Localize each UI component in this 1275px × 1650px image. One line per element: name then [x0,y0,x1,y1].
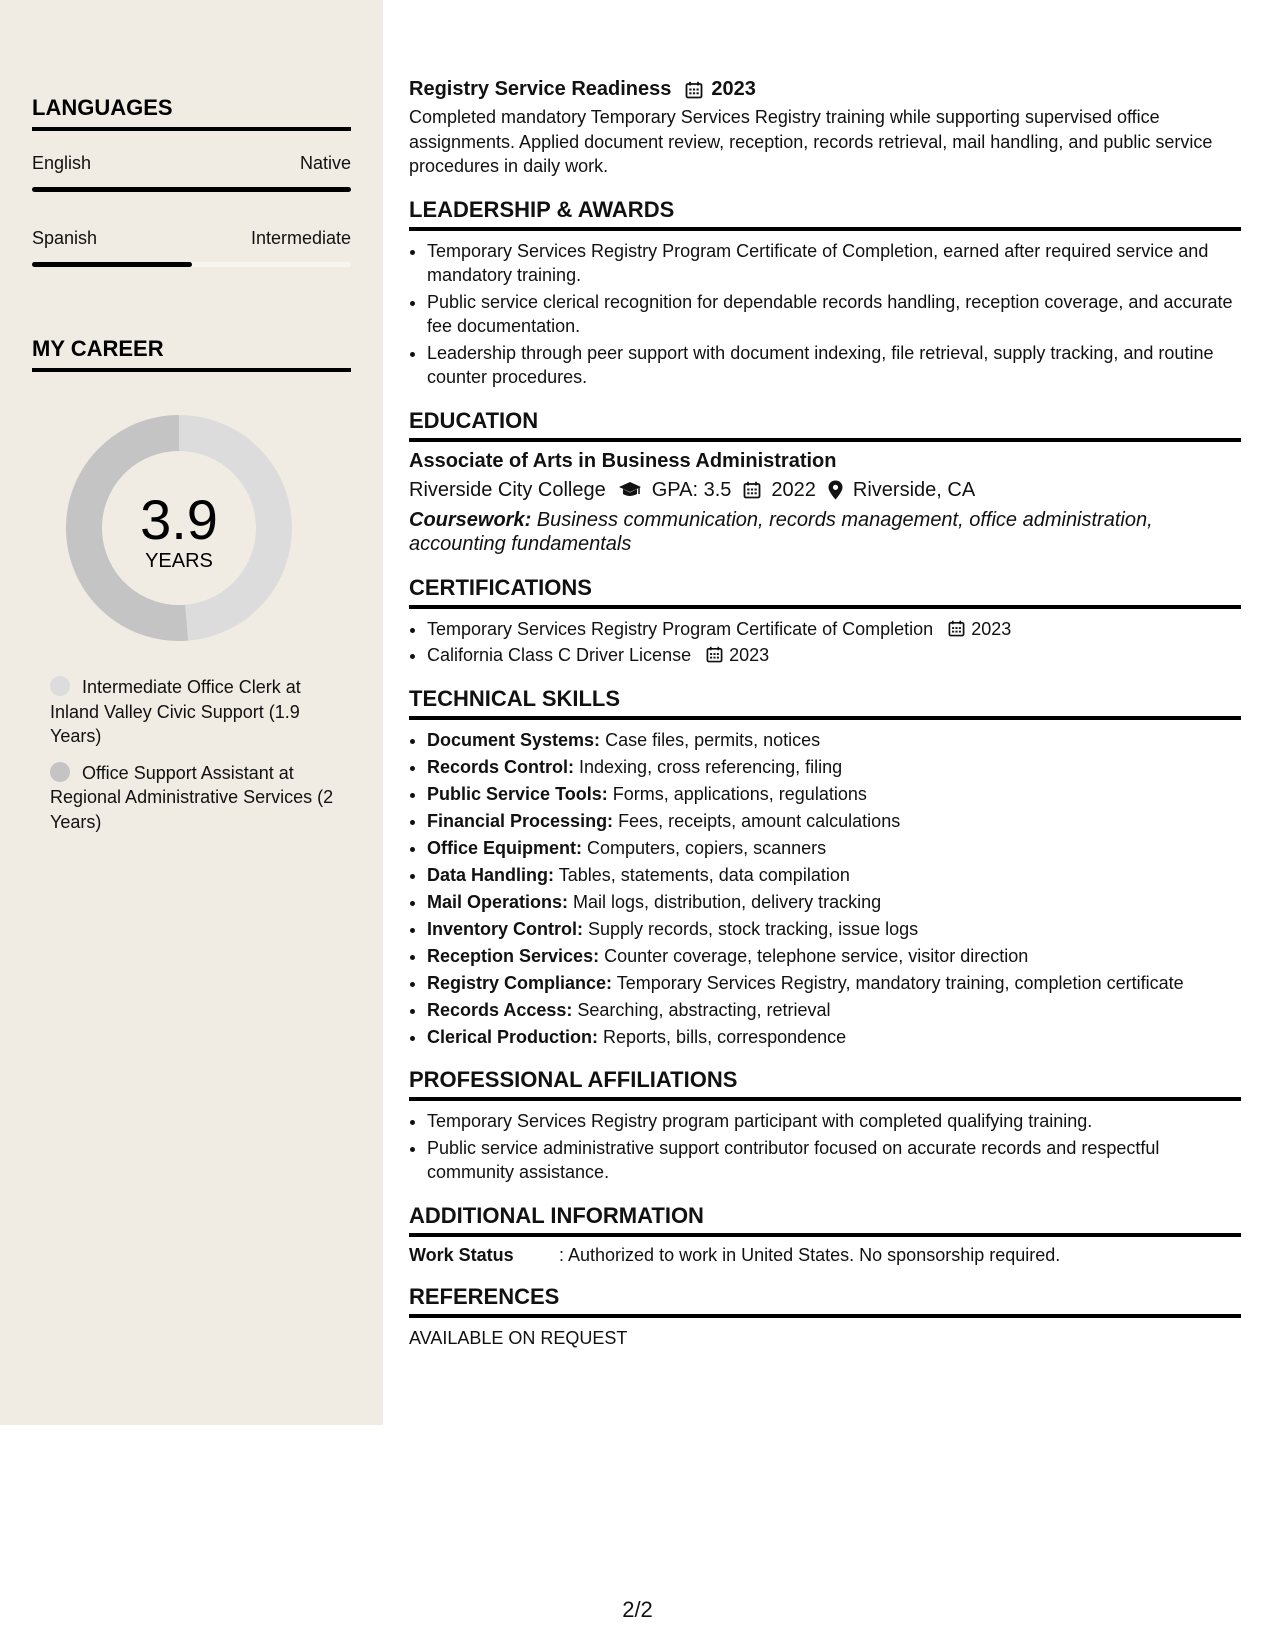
leadership-list [409,239,1241,390]
certification-date: 2023 [971,618,1012,639]
skill-value: Computers, copiers, scanners [582,837,827,858]
language-row [32,153,351,174]
career-donut-chart [66,415,292,641]
list-item: • Temporary Services Registry Program Certificate of Completion, earned after required service and mandatory training. [427,239,1241,288]
education-coursework [409,508,1241,557]
skill-label: Records Control: [427,756,575,777]
languages-heading: LANGUAGES [32,95,351,131]
skill-value: Searching, abstracting, retrieval [572,999,831,1020]
skill-label: Mail Operations: [427,891,569,912]
list-item: • Temporary Services Registry program participant with completed qualifying training. [427,1109,1241,1134]
education-degree: Associate of Arts in Business Administration [409,449,837,472]
language-proficiency-fill [32,262,192,267]
certification-name: California Class C Driver License [427,645,692,665]
certification-item [427,617,1241,642]
skill-label: Registry Compliance: [427,972,613,993]
language-row [32,228,351,249]
language-level: Native [299,153,351,173]
career-section [32,336,351,372]
training-date: 2023 [711,78,756,100]
legend-dot-icon [50,762,70,782]
education-location: Riverside, CA [852,478,976,501]
skill-value: Forms, applications, regulations [607,783,867,804]
language-name: English [32,153,92,173]
skill-value: Reports, bills, correspondence [598,1026,847,1047]
skill-value: Tables, statements, data compilation [554,864,850,885]
language-proficiency-bar [32,262,351,267]
list-item: • Public service administrative support contributor focused on accurate records and respectful community assistance. [427,1136,1241,1185]
list-item: • Leadership through peer support with document indexing, file retrieval, supply tracking, and routine counter procedures. [427,341,1241,390]
training-title: Registry Service Readiness [409,78,672,100]
skill-item [427,836,1241,861]
work-status-label: Work Status [409,1244,514,1265]
skill-item [427,890,1241,915]
education-heading: EDUCATION [409,408,1241,442]
training-title-row [409,78,1241,101]
skill-value: Temporary Services Registry, mandatory training, completion certificate [612,972,1184,993]
references-text: AVAILABLE ON REQUEST [409,1327,628,1348]
language-level: Intermediate [250,228,351,248]
skill-label: Data Handling: [427,864,555,885]
language-proficiency-fill [32,187,351,192]
education-year: 2022 [771,478,816,501]
references-heading: REFERENCES [409,1284,1241,1318]
skill-item [427,971,1241,996]
career-heading: MY CAREER [32,336,351,372]
career-years-label: YEARS [145,550,213,572]
skill-label: Financial Processing: [427,810,614,831]
main-content [409,78,1241,1349]
work-status-row [409,1245,1241,1266]
certifications-list [409,617,1241,668]
coursework-text: Business communication, records management, office administration, accounting fundamentals [409,508,1153,555]
calendar-icon [743,481,761,499]
work-status-value: : Authorized to work in United States. No sponsorship required. [559,1244,1061,1265]
skill-label: Inventory Control: [427,918,583,939]
skill-item [427,917,1241,942]
affiliations-heading: PROFESSIONAL AFFILIATIONS [409,1067,1241,1101]
additional-info-heading: ADDITIONAL INFORMATION [409,1203,1241,1237]
skill-value: Mail logs, distribution, delivery tracking [568,891,882,912]
career-item-text: Office Support Assistant at Regional Administrative Services (2 Years) [50,762,334,832]
certifications-heading: CERTIFICATIONS [409,575,1241,609]
education-details [409,479,1241,502]
skill-item [427,863,1241,888]
skill-value: Indexing, cross referencing, filing [574,756,843,777]
training-entry [409,78,1241,179]
skill-item [427,944,1241,969]
sidebar [0,0,383,1425]
skill-item [427,755,1241,780]
coursework-label: Coursework: [409,508,532,531]
skill-value: Case files, permits, notices [600,729,821,750]
career-item [50,675,340,749]
skills-heading: TECHNICAL SKILLS [409,686,1241,720]
skill-value: Counter coverage, telephone service, visitor direction [599,945,1029,966]
certification-name: Temporary Services Registry Program Certificate of Completion [427,618,934,639]
education-gpa: GPA: 3.5 [651,478,732,501]
skill-item [427,809,1241,834]
skill-label: Document Systems: [427,729,601,750]
certification-date: 2023 [729,645,770,665]
career-list [50,675,340,846]
skill-label: Clerical Production: [427,1026,599,1047]
skills-list [409,728,1241,1050]
skill-label: Records Access: [427,999,573,1020]
career-item-text: Intermediate Office Clerk at Inland Valley Civic Support (1.9 Years) [50,677,301,746]
skill-label: Public Service Tools: [427,783,608,804]
list-item: • Public service clerical recognition for dependable records handling, reception coverage, and accurate fee documentation. [427,290,1241,339]
career-item [50,761,340,835]
skill-item [427,1025,1241,1050]
skill-item [427,782,1241,807]
calendar-icon [685,81,703,99]
affiliations-list [409,1109,1241,1185]
skill-value: Supply records, stock tracking, issue logs [583,918,919,939]
skill-label: Office Equipment: [427,837,583,858]
skill-item [427,728,1241,753]
calendar-icon [948,620,965,637]
languages-section [32,95,351,267]
skill-label: Reception Services: [427,945,600,966]
skill-item [427,998,1241,1023]
legend-dot-icon [50,676,70,696]
location-pin-icon [828,480,843,500]
leadership-heading: LEADERSHIP & AWARDS [409,197,1241,231]
language-name: Spanish [32,228,98,248]
training-description: Completed mandatory Temporary Services Registry training while supporting supervised office assignments. Applied document review, reception, records retrieval, mail handling, and public service procedures in daily work. [409,107,1213,176]
calendar-icon [706,646,723,663]
career-total-years: 3.9 [140,488,218,551]
certification-item [427,643,1241,668]
graduation-cap-icon [618,481,642,499]
language-proficiency-bar [32,187,351,192]
education-school: Riverside City College [409,478,606,501]
skill-value: Fees, receipts, amount calculations [613,810,901,831]
page-number: 2/2 [622,1597,653,1622]
